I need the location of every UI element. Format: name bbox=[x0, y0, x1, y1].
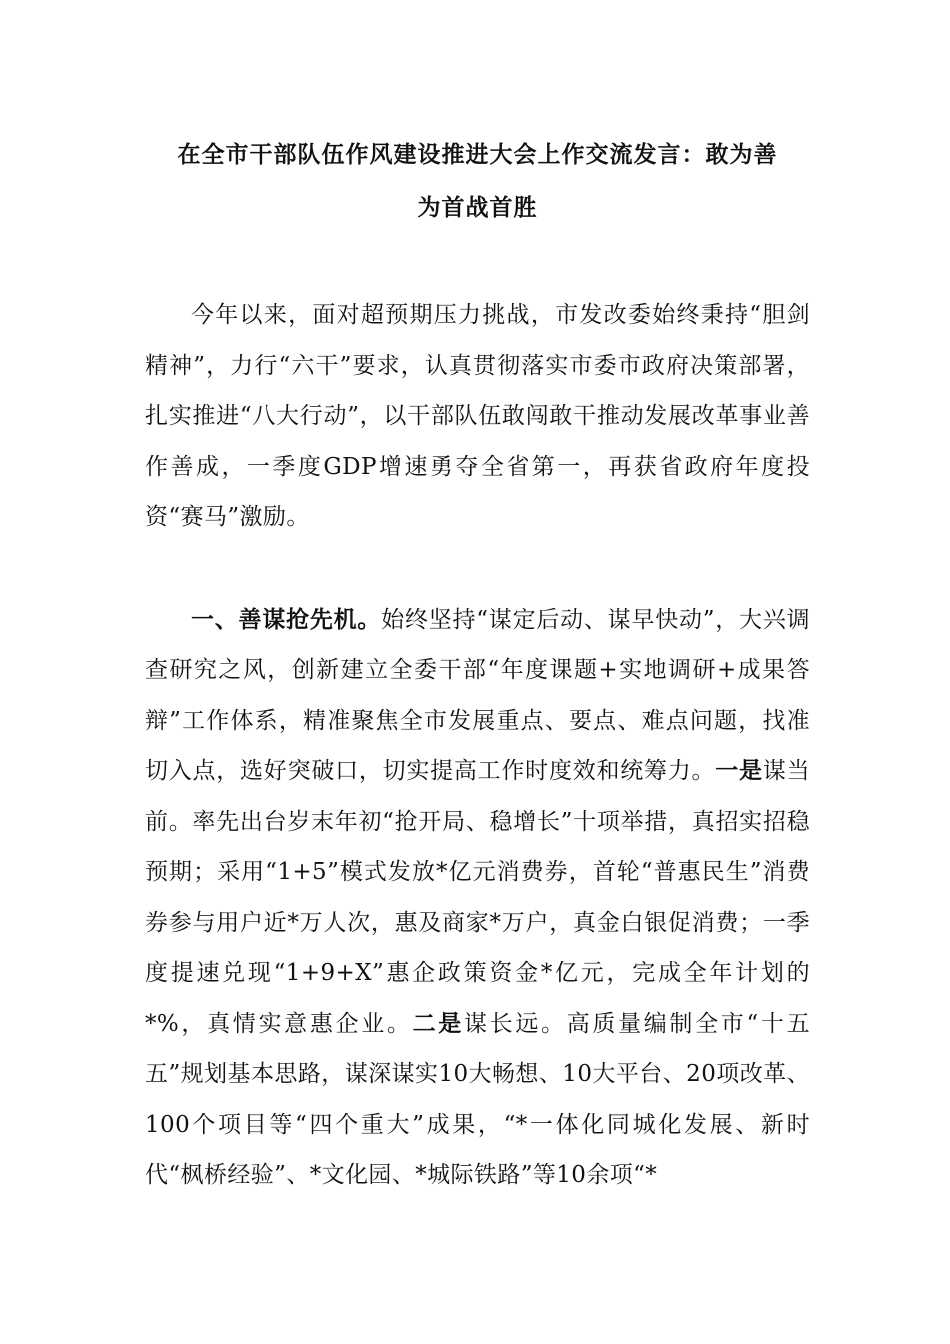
document-page bbox=[145, 0, 810, 1201]
title-line-1: 在全市干部队伍作风建设推进大会上作交流发言：敢为善 bbox=[177, 141, 778, 168]
section-1-text-2: 谋当前。率先出台岁末年初“抢开局、稳增长”十项举措，真招实招稳预期；采用“1+5”模式发放*亿元消费券，首轮“普惠民生”消费券参与用户近*万人次，惠及商家*万户，真金白银促消费；一季度提速兑现“1+9+X”惠企政策资金*亿元，完成全年计划的*%，真情实意惠企业。 bbox=[145, 758, 810, 1037]
section-1-label-1: 一是 bbox=[715, 757, 763, 784]
section-1-text-1: 始终坚持“谋定后动、谋早快动”，大兴调查研究之风，创新建立全委干部“年度课题+实地调研+成果答辩”工作体系，精准聚焦全市发展重点、要点、难点问题，找准切入点，选好突破口，切实提高工作时度效和统筹力。 bbox=[145, 606, 810, 784]
section-1-label-2: 二是 bbox=[412, 1009, 464, 1037]
title-line-2: 为首战首胜 bbox=[417, 194, 538, 221]
section-1-text-3: 谋长远。高质量编制全市“十五五”规划基本思路，谋深谋实10大畅想、10大平台、20项改革、100个项目等“四个重大”成果，“*一体化同城化发展、新时代“枫桥经验”、*文化园、*城际铁路”等10余项“* bbox=[145, 1010, 810, 1188]
section-1-paragraph bbox=[145, 595, 810, 1201]
intro-paragraph: 今年以来，面对超预期压力挑战，市发改委始终秉持“胆剑精神”，力行“六干”要求，认真贯彻落实市委市政府决策部署，扎实推进“八大行动”，以干部队伍敢闯敢干推动发展改革事业善作善成，一季度GDP增速勇夺全省第一，再获省政府年度投资“赛马”激励。 bbox=[145, 302, 810, 530]
section-1-heading: 一、善谋抢先机。 bbox=[191, 605, 382, 633]
document-title bbox=[145, 0, 810, 234]
